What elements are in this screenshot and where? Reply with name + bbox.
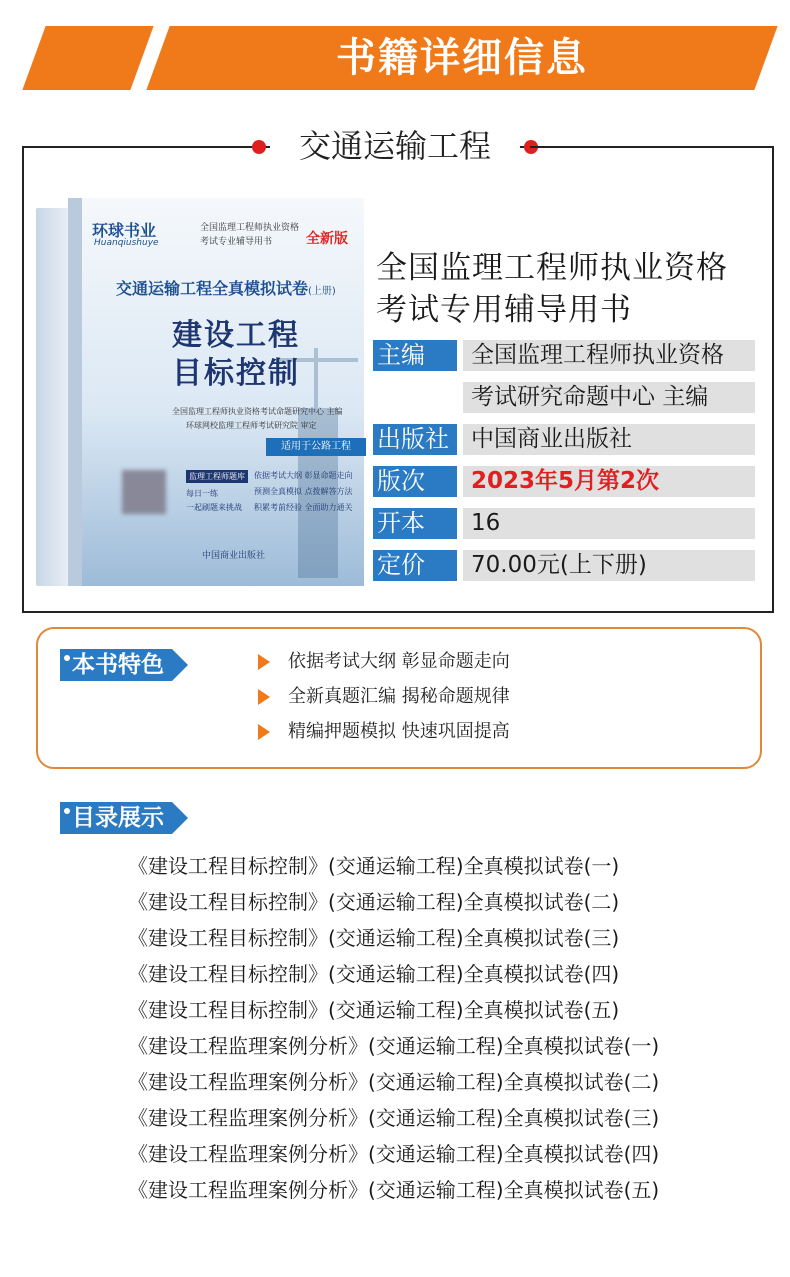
arrow-right-icon (258, 654, 270, 670)
toc-item: 《建设工程目标控制》(交通运输工程)全真模拟试卷(一) (128, 854, 620, 878)
publisher-logo: 环球书业 (92, 221, 157, 240)
book-cover-front-volume: 环球书业 Huanqiushuye 全国监理工程师执业资格 考试专业辅导用书 全新版 交通运输工程全真模拟试卷 (上册) 建设工程 目标控制 全国监理工程师执业资格考试命题研究中心 主编 环球网校监理工程师考试研究院 审定 适用于公路工程 监理工程师题库 每日一练 一起刷题来挑战 依据考试大纲 彰显命题走向 预测全真模拟 点拨解答方法 积累考前经验 全面助力通关 中国商业出版社 (68, 198, 364, 586)
book-main-title: 建设工程 (172, 318, 300, 353)
format-label: 开本 (373, 508, 457, 539)
arrow-right-icon (258, 724, 270, 740)
editor-label: 主编 (373, 340, 457, 371)
book-main-title: 目标控制 (172, 356, 300, 391)
toc-tag: 目录展示 (60, 802, 172, 834)
editor-value-cont: 考试研究命题中心 主编 (463, 382, 755, 413)
toc-item: 《建设工程监理案例分析》(交通运输工程)全真模拟试卷(一) (128, 1034, 660, 1058)
qr-code-image (122, 470, 166, 514)
editor-value: 全国监理工程师执业资格 (463, 340, 755, 371)
feature-item: 全新真题汇编 揭秘命题规律 (258, 685, 510, 709)
toc-item: 《建设工程目标控制》(交通运输工程)全真模拟试卷(三) (128, 926, 620, 950)
toc-item: 《建设工程监理案例分析》(交通运输工程)全真模拟试卷(三) (128, 1106, 660, 1130)
header-banner (0, 26, 790, 90)
toc-item: 《建设工程监理案例分析》(交通运输工程)全真模拟试卷(二) (128, 1070, 660, 1094)
format-value: 16 (463, 508, 755, 539)
dot-icon (64, 808, 70, 814)
book-series-title: 交通运输工程全真模拟试卷 (116, 279, 309, 298)
red-dot-icon (252, 140, 266, 154)
edition-label: 版次 (373, 466, 457, 497)
price-label: 定价 (373, 550, 457, 581)
feature-item: 精编押题模拟 快速巩固提高 (258, 720, 510, 744)
dot-icon (64, 655, 70, 661)
new-edition-badge: 全新版 (306, 231, 348, 247)
toc-item: 《建设工程监理案例分析》(交通运输工程)全真模拟试卷(五) (128, 1178, 660, 1202)
divider-line (530, 146, 600, 148)
edition-value: 2023年5月第2次 (463, 466, 755, 497)
price-value: 70.00元(上下册) (463, 550, 755, 581)
publisher-label: 出版社 (373, 424, 457, 455)
product-heading: 全国监理工程师执业资格 (376, 250, 728, 286)
toc-item: 《建设工程目标控制》(交通运输工程)全真模拟试卷(五) (128, 998, 620, 1022)
publisher-value: 中国商业出版社 (463, 424, 755, 455)
product-section-header (0, 124, 790, 168)
product-heading: 考试专用辅导用书 (376, 292, 632, 328)
divider-line (190, 146, 260, 148)
arrow-right-icon (258, 689, 270, 705)
banner-title: 书籍详细信息 (336, 35, 588, 81)
toc-item: 《建设工程目标控制》(交通运输工程)全真模拟试卷(二) (128, 890, 620, 914)
book-publisher: 中国商业出版社 (202, 551, 266, 561)
banner-stripe (22, 26, 153, 90)
product-section-title: 交通运输工程 (298, 127, 491, 165)
toc-item: 《建设工程目标控制》(交通运输工程)全真模拟试卷(四) (128, 962, 620, 986)
toc-item: 《建设工程监理案例分析》(交通运输工程)全真模拟试卷(四) (128, 1142, 660, 1166)
features-tag: 本书特色 (60, 649, 172, 681)
feature-item: 依据考试大纲 彰显命题走向 (258, 650, 510, 674)
suitable-for-label: 适用于公路工程 (266, 438, 366, 456)
